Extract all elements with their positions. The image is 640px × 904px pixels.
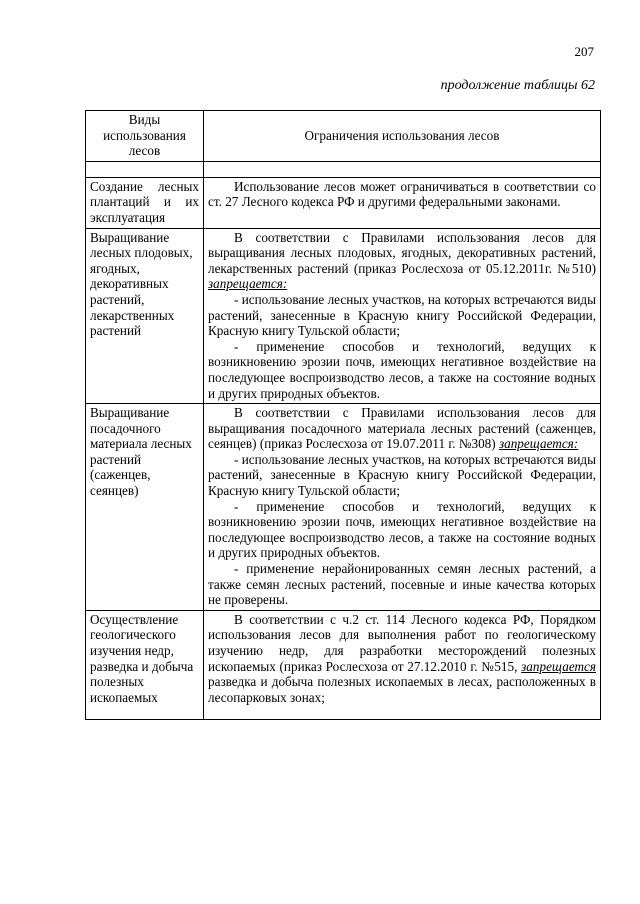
page-number: 207 bbox=[574, 44, 594, 59]
table-row bbox=[86, 610, 601, 720]
restriction-continuation-text: разведка и добыча полезных ископаемых в лесах, расположенных в лесопарковых зонах; bbox=[208, 674, 596, 705]
restrictions-cell bbox=[204, 228, 601, 404]
prohibited-emphasis: запрещается: bbox=[498, 436, 579, 452]
prohibited-emphasis: запрещается: bbox=[208, 276, 288, 292]
restriction-intro-text: В соответствии с ч.2 ст. 114 Лесного кодекса РФ, Порядком использования лесов для выполнения работ по геологическому изучению недр, для разработки месторождений полезных ископаемых (приказ Рослесхоза от 27.12.2010 г. №515, bbox=[208, 611, 596, 674]
header-restrictions: Ограничения использования лесов bbox=[204, 111, 601, 162]
restriction-paragraph: Использование лесов может ограничиваться в соответствии со ст. 27 Лесного кодекса РФ и другими федеральными законами. bbox=[208, 178, 596, 210]
table-continuation-caption: продолжение таблицы 62 bbox=[440, 78, 595, 93]
restrictions-cell bbox=[204, 177, 601, 228]
restriction-paragraph: - применение способов и технологий, ведущих к возникновению эрозии почв, имеющих негативное воздействие на последующее воспроизводство лесов, а также на состояние водных и других природных объектов. bbox=[208, 338, 596, 401]
table-spacer-row bbox=[86, 161, 601, 177]
restrictions-cell bbox=[204, 404, 601, 611]
restriction-intro-text: В соответствии с Правилами использования лесов для выращивания лесных плодовых, ягодных, декоративных растений, лекарственных растений (приказ Рослесхоза от 05.12.2011г. №510) bbox=[208, 229, 596, 276]
prohibited-emphasis: запрещается bbox=[521, 658, 596, 674]
restrictions-table bbox=[85, 110, 601, 720]
restriction-paragraph: - применение нерайонированных семян лесных растений, а также семян лесных растений, посевные и иные качества которых не проверены. bbox=[208, 561, 596, 608]
restriction-paragraph bbox=[208, 405, 596, 452]
restriction-intro-text: В соответствии с Правилами использования лесов для выращивания посадочного материала лесных растений (саженцев, сеянцев) (приказ Рослесхоза от 19.07.2011 г. №308) bbox=[208, 405, 596, 452]
restriction-paragraph bbox=[208, 230, 596, 292]
header-use-type: Виды использования лесов bbox=[86, 111, 204, 162]
table-row bbox=[86, 228, 601, 404]
restrictions-cell bbox=[204, 610, 601, 720]
restriction-paragraph: - использование лесных участков, на которых встречаются виды растений, занесенные в Красную книгу Российской Федерации, Красную книгу Тульской области; bbox=[208, 291, 596, 339]
use-type-cell: Выращивание лесных плодовых, ягодных, декоративных растений, лекарственных растений bbox=[86, 228, 204, 404]
use-type-cell: Выращивание посадочного материала лесных растений (саженцев, сеянцев) bbox=[86, 404, 204, 611]
restriction-paragraph bbox=[208, 612, 596, 706]
table-row bbox=[86, 404, 601, 611]
use-type-cell: Создание лесных плантаций и их эксплуатация bbox=[86, 177, 204, 228]
table-row bbox=[86, 177, 601, 228]
table-header-row bbox=[86, 111, 601, 162]
use-type-cell: Осуществление геологического изучения недр, разведка и добыча полезных ископаемых bbox=[86, 610, 204, 720]
restriction-paragraph: - использование лесных участков, на которых встречаются виды растений, занесенные в Красную книгу Российской Федерации, Красную книгу Тульской области; bbox=[208, 451, 596, 499]
restriction-paragraph: - применение способов и технологий, ведущих к возникновению эрозии почв, имеющих негативное воздействие на последующее воспроизводство лесов, а также на состояние водных и других природных объектов. bbox=[208, 498, 596, 561]
